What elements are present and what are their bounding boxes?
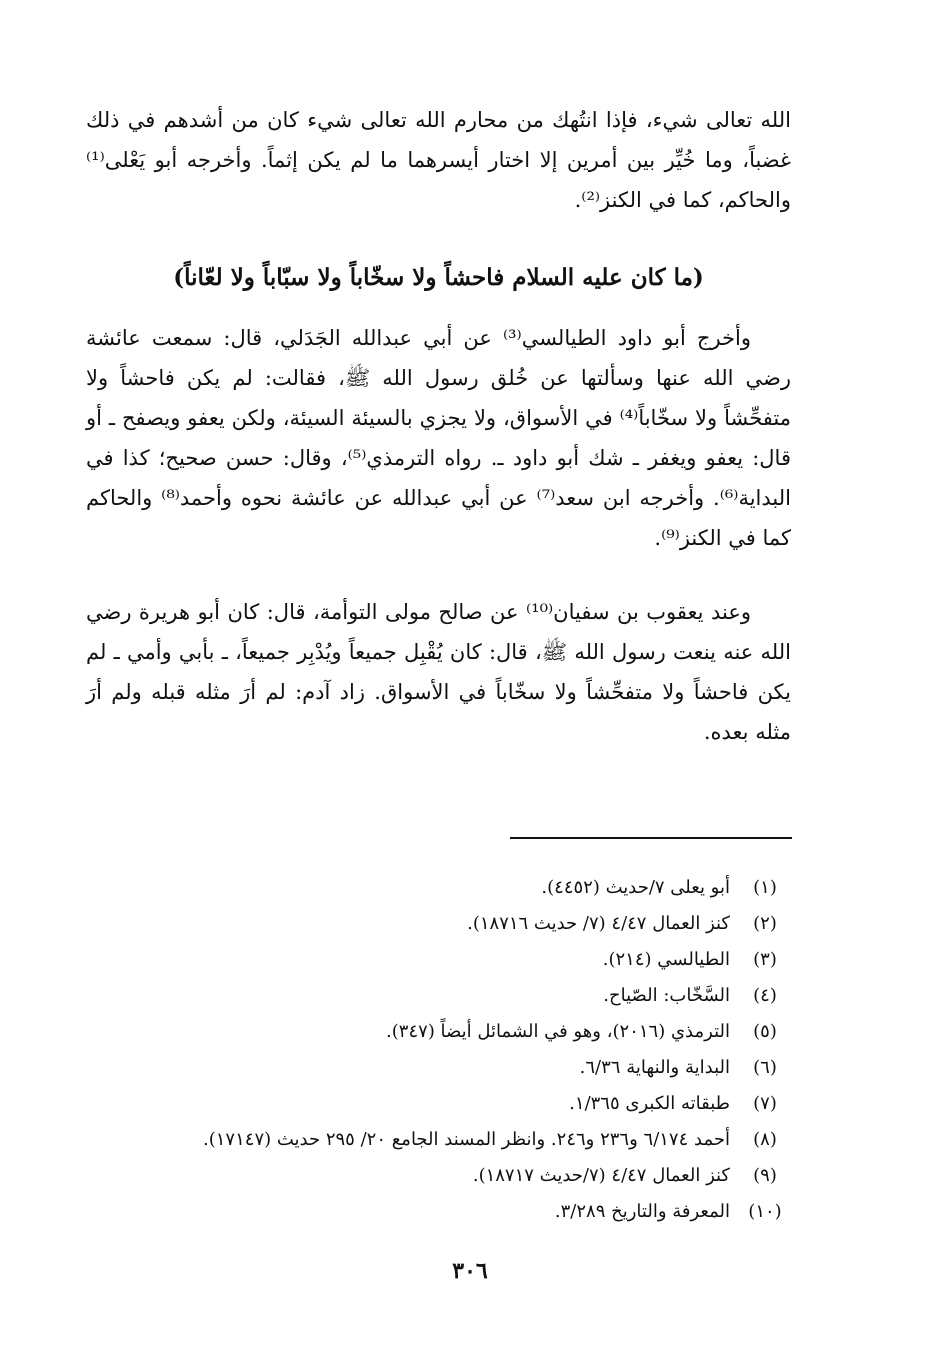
footnote-number: (٦)	[753, 1057, 777, 1078]
footnote-text: طبقاته الكبرى ١/٣٦٥.	[569, 1093, 730, 1114]
footnote-number: (١)	[753, 877, 777, 898]
page-number: ٣٠٦	[452, 1258, 488, 1284]
footnote-number: (٩)	[753, 1165, 777, 1186]
footnote-text: الترمذي (٢٠١٦)، وهو في الشمائل أيضاً (٣٤٧).	[386, 1021, 730, 1042]
footnote-text: كنز العمال ٤/٤٧ (٧/ حديث ١٨٧١٦).	[467, 913, 730, 934]
footnote-number: (٣)	[753, 949, 777, 970]
footnote-number: (٢)	[753, 913, 777, 934]
paragraph-2: وأخرج أبو داود الطيالسي⁽³⁾ عن أبي عبدالله الجَدَلي، قال: سمعت عائشة رضي الله عنها وسألتها عن خُلق رسول الله ﷺ، فقالت: لم يكن فاحشاً ولا متفحِّشاً ولا سخّاباً⁽⁴⁾ في الأسواق، ولا يجزي بالسيئة السيئة، ولكن يعفو ويصفح ـ أو قال: يعفو ويغفر ـ شك أبو داود ـ. رواه الترمذي⁽⁵⁾، وقال: حسن صحيح؛ كذا في البداية⁽⁶⁾. وأخرجه ابن سعد⁽⁷⁾ عن أبي عبدالله عن عائشة نحوه وأحمد⁽⁸⁾ والحاكم كما في الكنز⁽⁹⁾.	[86, 326, 791, 550]
footnote-number: (٥)	[753, 1021, 777, 1042]
footnote-number: (٧)	[753, 1093, 777, 1114]
footnote-text: السَّخّاب: الصّياح.	[603, 985, 730, 1006]
footnote-text: البداية والنهاية ٦/٣٦.	[579, 1057, 730, 1078]
paragraph-3: وعند يعقوب بن سفيان⁽¹⁰⁾ عن صالح مولى التوأمة، قال: كان أبو هريرة رضي الله عنه ينعت رسول الله ﷺ، قال: كان يُقْبِل جميعاً ويُدْبِر جميعاً، ـ بأبي وأمي ـ لم يكن فاحشاً ولا متفحِّشاً ولا سخّاباً في الأسواق. زاد آدم: لم أرَ مثله قبله ولم أرَ مثله بعده.	[86, 600, 791, 744]
footnote-item	[100, 870, 800, 906]
footnote-text: أحمد ٦/١٧٤ و٢٣٦ و٢٤٦. وانظر المسند الجامع ٢٠/ ٢٩٥ حديث (١٧١٤٧).	[203, 1129, 730, 1150]
footnotes-list	[100, 870, 800, 1230]
footnote-number: (١٠)	[748, 1201, 782, 1222]
footnote-item	[100, 1050, 800, 1086]
footnote-text: الطيالسي (٢١٤).	[602, 949, 730, 970]
footnote-item	[100, 942, 800, 978]
footnote-item	[100, 1014, 800, 1050]
section-heading: (ما كان عليه السلام فاحشاً ولا سخّاباً ولا سبّاباً ولا لعّاناً)	[173, 264, 704, 291]
footnote-text: أبو يعلى ٧/حديث (٤٤٥٢).	[541, 877, 730, 898]
footnote-divider	[510, 837, 792, 839]
footnote-item	[100, 1122, 800, 1158]
footnote-item	[100, 1158, 800, 1194]
footnote-item	[100, 978, 800, 1014]
footnote-number: (٨)	[753, 1129, 777, 1150]
footnote-text: المعرفة والتاريخ ٣/٢٨٩.	[554, 1201, 730, 1222]
footnote-number: (٤)	[753, 985, 777, 1006]
footnote-item	[100, 906, 800, 942]
footnote-text: كنز العمال ٤/٤٧ (٧/حديث ١٨٧١٧).	[472, 1165, 730, 1186]
paragraph-1: الله تعالى شيء، فإذا انتُهك من محارم الله تعالى شيء كان من أشدهم في ذلك غضباً، وما خُيِّر بين أمرين إلا اختار أيسرهما ما لم يكن إثماً. وأخرجه أبو يَعْلى⁽¹⁾ والحاكم، كما في الكنز⁽²⁾.	[86, 108, 791, 212]
footnote-item	[100, 1194, 800, 1230]
footnote-item	[100, 1086, 800, 1122]
